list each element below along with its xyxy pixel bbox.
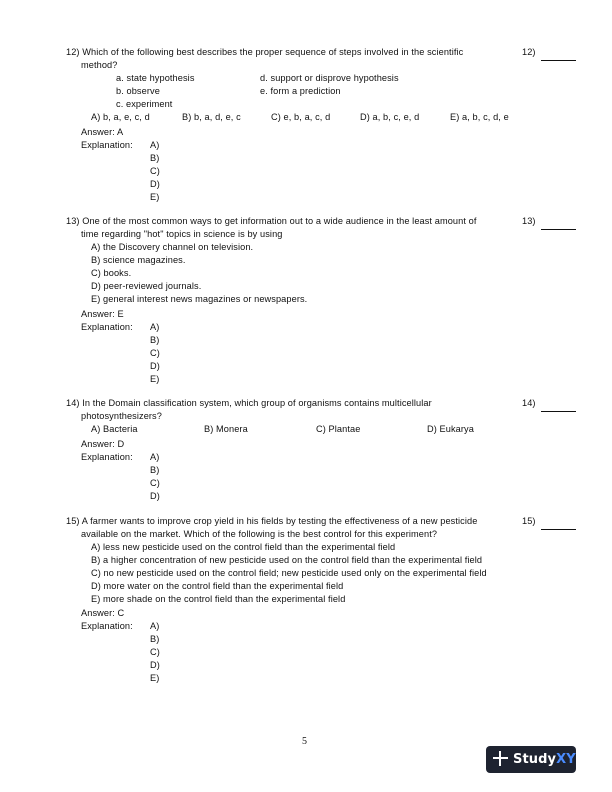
- explanation-item: A): [150, 452, 160, 462]
- answer-text: Answer: A: [81, 127, 124, 137]
- explanation-item: E): [150, 374, 160, 384]
- option-d: D) peer-reviewed journals.: [91, 281, 202, 291]
- question-stem-line: photosynthesizers?: [81, 411, 162, 421]
- explanation-item: D): [150, 491, 160, 501]
- plus-icon: [493, 751, 508, 766]
- explanation-item: C): [150, 647, 160, 657]
- answer-blank: [541, 411, 576, 412]
- answer-blank: [541, 529, 576, 530]
- question-number-label: 14): [522, 398, 536, 408]
- explanation-label: Explanation:: [81, 140, 133, 150]
- answer-text: Answer: C: [81, 608, 125, 618]
- option-b: B) b, a, d, e, c: [182, 112, 241, 122]
- option-a: A) the Discovery channel on television.: [91, 242, 254, 252]
- explanation-item: D): [150, 179, 160, 189]
- question-stem-line: 14) In the Domain classification system, which group of organisms contains multicellular: [66, 398, 432, 408]
- explanation-label: Explanation:: [81, 322, 133, 332]
- option-d: D) more water on the control field than the experimental field: [91, 581, 344, 591]
- option-a: A) less new pesticide used on the control field than the experimental field: [91, 542, 396, 552]
- explanation-item: E): [150, 192, 160, 202]
- answer-text: Answer: D: [81, 439, 125, 449]
- option-e: E) more shade on the control field than the experimental field: [91, 594, 346, 604]
- option-c: C) no new pesticide used on the control field; new pesticide used only on the experimental field: [91, 568, 487, 578]
- explanation-item: C): [150, 166, 160, 176]
- option-c: C) books.: [91, 268, 132, 278]
- option-b: B) science magazines.: [91, 255, 186, 265]
- explanation-label: Explanation:: [81, 452, 133, 462]
- logo-text: [513, 752, 576, 767]
- studyxy-logo[interactable]: [486, 746, 576, 773]
- question-number-label: 13): [522, 216, 536, 226]
- option-a: A) b, a, e, c, d: [91, 112, 150, 122]
- step-item: a. state hypothesis: [116, 73, 195, 83]
- answer-blank: [541, 229, 576, 230]
- option-d: D) Eukarya: [427, 424, 474, 434]
- page-number: 5: [302, 736, 308, 747]
- explanation-item: D): [150, 361, 160, 371]
- option-c: C) e, b, a, c, d: [271, 112, 331, 122]
- option-a: A) Bacteria: [91, 424, 138, 434]
- logo-text-accent: XY: [556, 752, 576, 767]
- question-stem-line: available on the market. Which of the following is the best control for this experiment?: [81, 529, 438, 539]
- explanation-item: B): [150, 335, 160, 345]
- step-item: d. support or disprove hypothesis: [260, 73, 399, 83]
- explanation-item: C): [150, 348, 160, 358]
- option-c: C) Plantae: [316, 424, 361, 434]
- option-b: B) Monera: [204, 424, 248, 434]
- option-d: D) a, b, c, e, d: [360, 112, 420, 122]
- question-number-label: 12): [522, 47, 536, 57]
- explanation-item: B): [150, 465, 160, 475]
- explanation-item: C): [150, 478, 160, 488]
- question-stem-line: 13) One of the most common ways to get information out to a wide audience in the least amount of: [66, 216, 477, 226]
- option-e: E) a, b, c, d, e: [450, 112, 509, 122]
- explanation-item: B): [150, 634, 160, 644]
- logo-text-main: Study: [513, 752, 557, 767]
- option-e: E) general interest news magazines or newspapers.: [91, 294, 308, 304]
- question-number-label: 15): [522, 516, 536, 526]
- explanation-label: Explanation:: [81, 621, 133, 631]
- question-stem-line: time regarding "hot" topics in science is by using: [81, 229, 283, 239]
- step-item: b. observe: [116, 86, 160, 96]
- question-stem-line: 12) Which of the following best describes the proper sequence of steps involved in the scientific: [66, 47, 464, 57]
- explanation-item: A): [150, 322, 160, 332]
- answer-text: Answer: E: [81, 309, 124, 319]
- option-b: B) a higher concentration of new pesticide used on the control field than the experimental field: [91, 555, 483, 565]
- step-item: e. form a prediction: [260, 86, 341, 96]
- question-stem-line: method?: [81, 60, 118, 70]
- answer-blank: [541, 60, 576, 61]
- explanation-item: A): [150, 140, 160, 150]
- explanation-item: D): [150, 660, 160, 670]
- explanation-item: B): [150, 153, 160, 163]
- step-item: c. experiment: [116, 99, 173, 109]
- explanation-item: A): [150, 621, 160, 631]
- question-stem-line: 15) A farmer wants to improve crop yield in his fields by testing the effectiveness of a new pesticide: [66, 516, 478, 526]
- explanation-item: E): [150, 673, 160, 683]
